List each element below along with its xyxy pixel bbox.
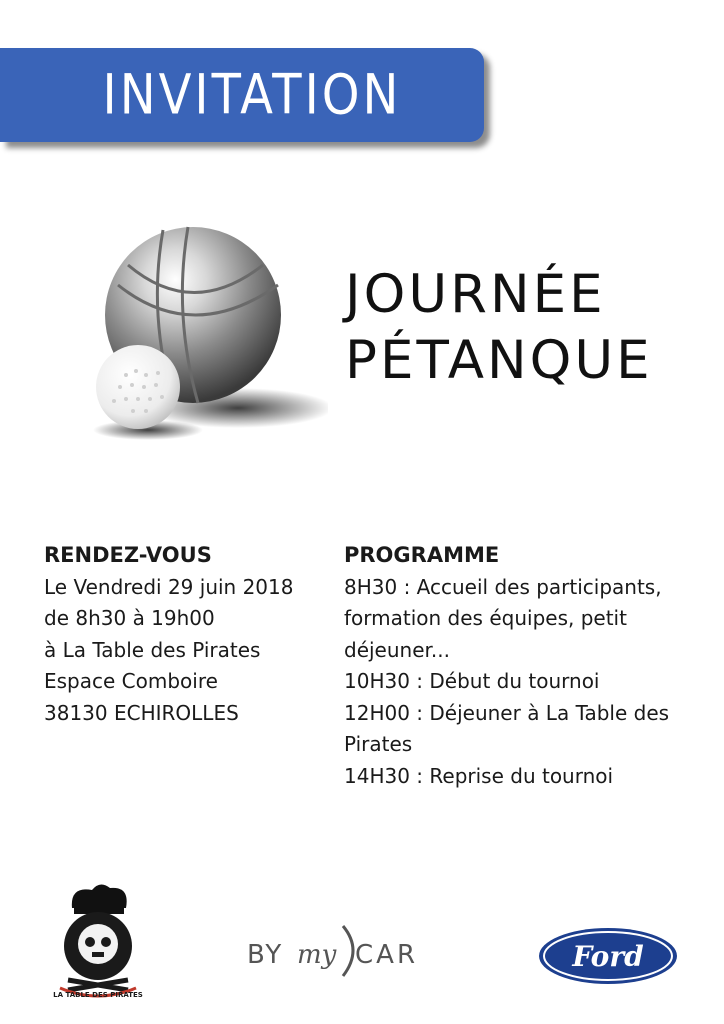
programme-heading: PROGRAMME: [344, 543, 500, 567]
programme-line: 10H30 : Début du tournoi: [344, 669, 600, 693]
programme-line: déjeuner...: [344, 637, 450, 662]
svg-text:LA TABLE DES PIRATES: LA TABLE DES PIRATES: [53, 991, 143, 999]
title-line-1: JOURNÉE: [345, 264, 606, 325]
bymycar-logo: [245, 920, 440, 980]
rendezvous-hours: de 8h30 à 19h00: [44, 606, 215, 630]
la-table-des-pirates-logo: [50, 880, 146, 1000]
invitation-banner: [0, 48, 484, 142]
rendezvous-heading: RENDEZ-VOUS: [44, 543, 212, 567]
programme-line: formation des équipes, petit: [344, 606, 627, 630]
programme-line: 12H00 : Déjeuner à La Table des: [344, 700, 670, 725]
programme-line: Pirates: [344, 732, 413, 756]
rendezvous-city: 38130 ECHIROLLES: [44, 700, 239, 725]
svg-text:Ford: Ford: [572, 940, 644, 973]
petanque-balls-illustration: [88, 225, 328, 445]
title-line-2: PÉTANQUE: [345, 330, 653, 391]
programme-line: 8H30 : Accueil des participants,: [344, 574, 662, 599]
rendezvous-place: Espace Comboire: [44, 669, 218, 693]
rendezvous-date: Le Vendredi 29 juin 2018: [44, 574, 294, 599]
ford-logo: [537, 926, 679, 986]
banner-title: INVITATION: [102, 62, 402, 128]
event-title: [345, 262, 653, 394]
rendezvous-section: [44, 540, 324, 729]
svg-text:BY: BY: [247, 940, 284, 970]
rendezvous-venue: à La Table des Pirates: [44, 637, 261, 662]
programme-line: 14H30 : Reprise du tournoi: [344, 763, 614, 788]
svg-text:CAR: CAR: [355, 940, 419, 970]
svg-text:my: my: [297, 940, 337, 970]
programme-section: [344, 540, 694, 792]
